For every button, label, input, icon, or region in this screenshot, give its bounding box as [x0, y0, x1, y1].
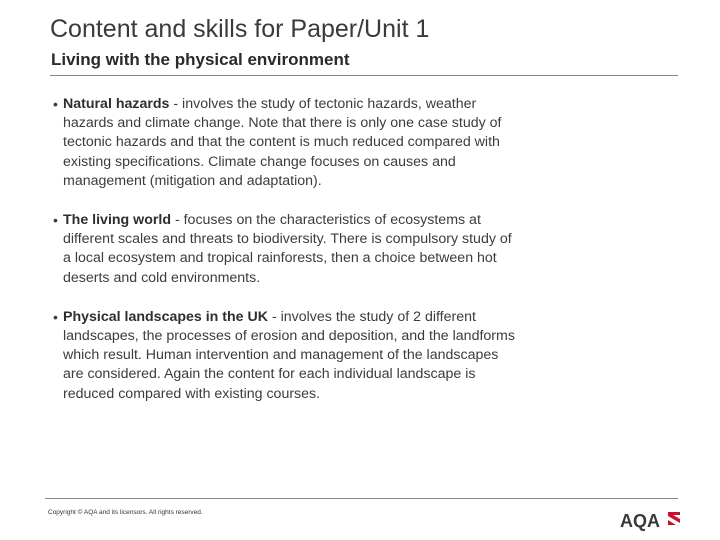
page-subtitle: Living with the physical environment [51, 50, 350, 69]
bullet-list [47, 95, 517, 404]
bullet-marker: • [53, 96, 58, 112]
bullet-marker: • [53, 212, 58, 229]
bullet-text: - involves the study of 2 different landscapes, the processes of erosion and deposition, and the landforms which result. Human intervention and management of the landscapes are considered. Again the content for each individual landscape is reduced compared with existing courses. [63, 308, 515, 402]
bullet-heading: The living world [63, 212, 171, 229]
aqa-logo-text: AQA [620, 511, 660, 531]
bullet-heading: Natural hazards [63, 96, 170, 112]
bullet-text: - focuses on the characteristics of ecosystems at different scales and threats to biodiversity. There is compulsory study of a local ecosystem and tropical rainforests, then a choice between hot deserts and cold environments. [63, 212, 512, 286]
bullet-heading: Physical landscapes in the UK [63, 308, 269, 325]
aqa-logo-mark [668, 512, 680, 525]
copyright-notice: Copyright © AQA and its licensors. All rights reserved. [48, 509, 203, 516]
bullet-marker: • [53, 308, 58, 325]
aqa-logo [620, 508, 682, 532]
footer-divider [45, 498, 678, 499]
bullet-natural-hazards [47, 95, 517, 191]
bullet-living-world [47, 211, 517, 288]
bullet-text: - involves the study of tectonic hazards, weather hazards and climate change. Note that there is only one case study of tectonic hazards and that the content is much reduced compared with existing specifications. Climate change focuses on causes and management (mitigation and adaptation). [63, 96, 502, 189]
bullet-physical-landscapes [47, 308, 517, 404]
page-title: Content and skills for Paper/Unit 1 [50, 15, 430, 43]
header-divider [50, 75, 678, 76]
